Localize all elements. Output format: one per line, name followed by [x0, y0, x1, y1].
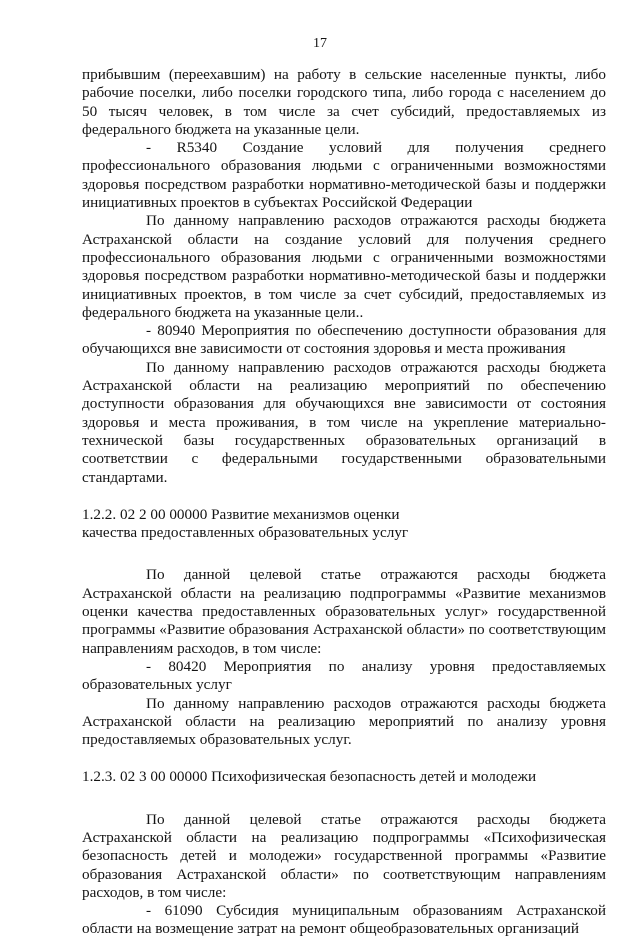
expense-item-80420: - 80420 Мероприятия по анализу уровня предоставляемых образовательных услуг [82, 657, 606, 694]
section-heading-1-2-2 [82, 506, 606, 543]
paragraph: По данному направлению расходов отражаются расходы бюджета Астраханской области на реализацию мероприятий по обеспечению доступности образования для обучающихся вне зависимости от состояния здоровья и места проживания, в том числе на укрепление материально-технической базы государственных образовательных организаций в соответствии с федеральными государственными образовательными стандартами. [82, 358, 606, 486]
section-heading-line: 1.2.2. 02 2 00 00000 Развитие механизмов оценки [82, 505, 400, 523]
page-number: 17 [313, 36, 327, 51]
paragraph: По данному направлению расходов отражаются расходы бюджета Астраханской области на создание условий для получения среднего профессионального образования людьми с ограниченными возможностями здоровья посредством разработки нормативно-методической базы и поддержки инициативных проектов, в том числе за счет субсидий, предоставляемых из федерального бюджета на указанные цели.. [82, 212, 606, 321]
expense-item-61090: - 61090 Субсидия муниципальным образованиям Астраханской области на возмещение затрат на ремонт общеобразовательных организаций [82, 902, 606, 938]
expense-item-r5340: - R5340 Создание условий для получения среднего профессионального образования людьми с ограниченными возможностями здоровья посредством разработки нормативно-методической базы и поддержки инициативных проектов в субъектах Российской Федерации [82, 139, 606, 212]
paragraph: По данной целевой статье отражаются расходы бюджета Астраханской области на реализацию подпрограммы «Психофизическая безопасность детей и молодежи» государственной программы «Развитие образования Астраханской области» по соответствующим направлениям расходов, в том числе: [82, 810, 606, 901]
document-body [82, 66, 606, 939]
paragraph: прибывшим (переехавшим) на работу в сельские населенные пункты, либо рабочие поселки, либо поселки городского типа, либо города с населением до 50 тысяч человек, в том числе за счет субсидий, предоставляемых из федерального бюджета на указанные цели. [82, 66, 606, 138]
section-heading-line: качества предоставленных образовательных услуг [82, 524, 409, 542]
expense-item-80940: - 80940 Мероприятия по обеспечению доступности образования для обучающихся вне зависимости от состояния здоровья и места проживания [82, 322, 606, 358]
paragraph: По данному направлению расходов отражаются расходы бюджета Астраханской области на реализацию мероприятий по анализу уровня предоставляемых образовательных услуг. [82, 694, 606, 749]
section-heading-1-2-3: 1.2.3. 02 3 00 00000 Психофизическая безопасность детей и молодежи [82, 768, 537, 786]
paragraph: По данной целевой статье отражаются расходы бюджета Астраханской области на реализацию подпрограммы «Развитие механизмов оценки качества предоставленных образовательных услуг» государственной программы «Развитие образования Астраханской области» по соответствующим направлениям расходов, в том числе: [82, 566, 606, 657]
